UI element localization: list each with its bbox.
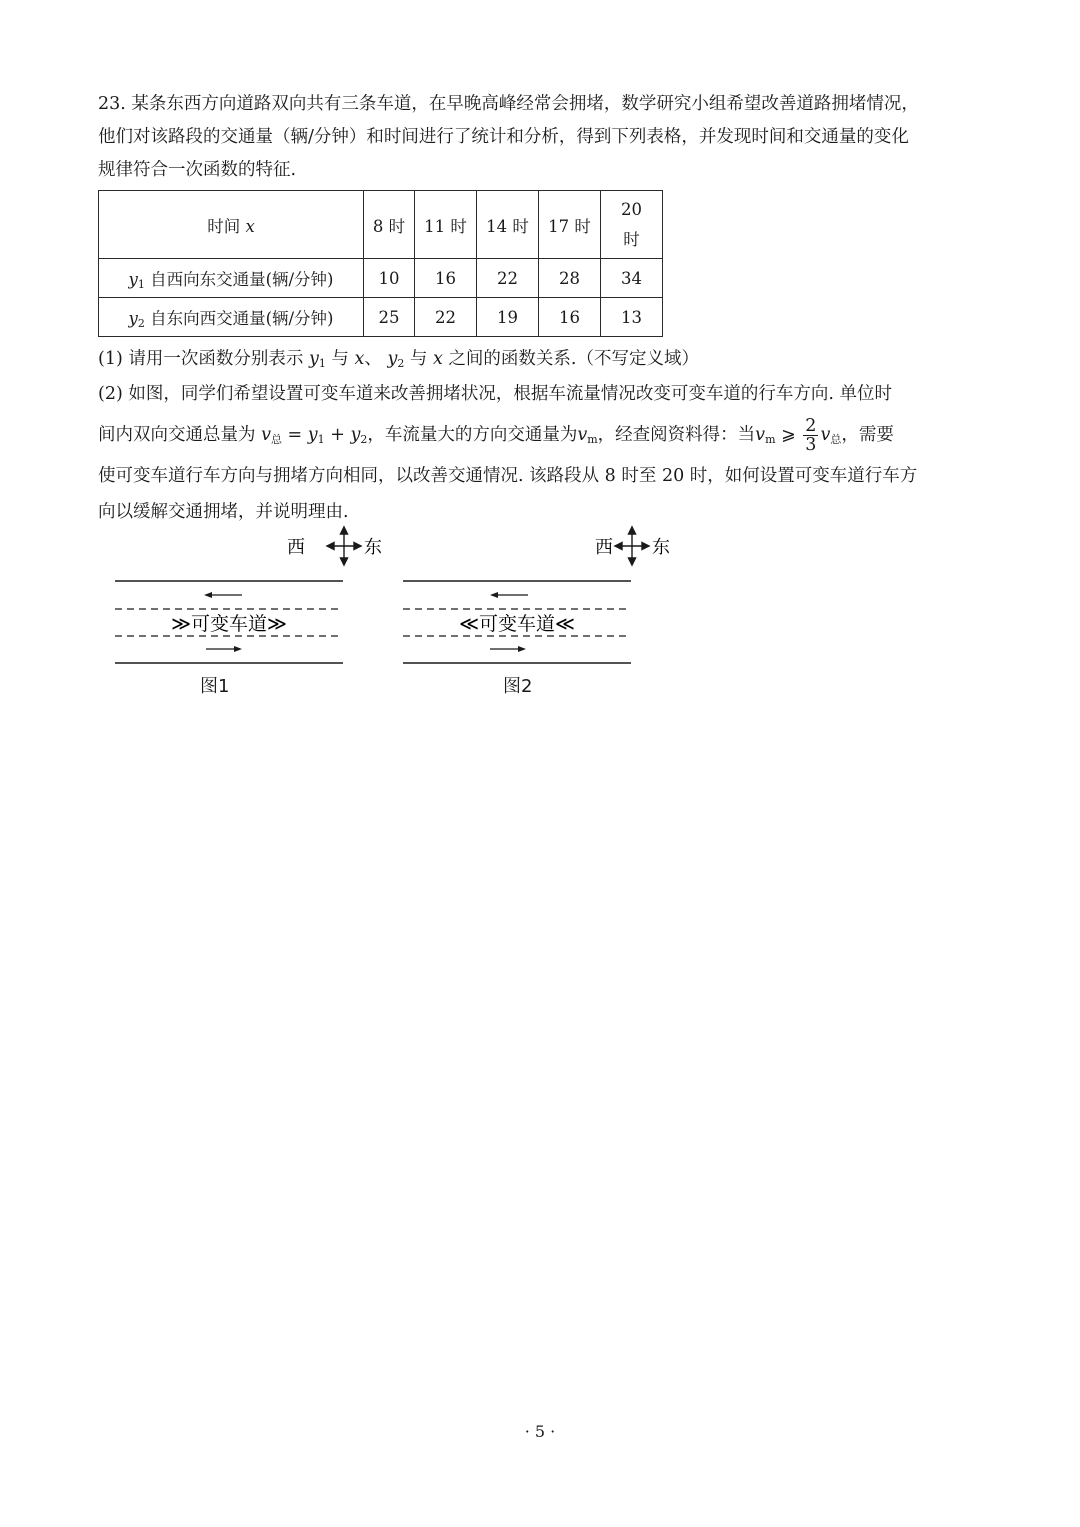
arrow-right-icon [206, 646, 242, 652]
part2-question [98, 376, 998, 530]
part2-line-2: 间内双向交通总量为 $v_总 = y_1 + y_2$，车流量大的方向交通量为$v_m$，经查阅资料得：当$v_m$ ⩾ $\frac{2}{3}$ $v_总$，需要 [98, 416, 894, 455]
part2-line-1: (2) 如图，同学们希望设置可变车道来改善拥堵状况，根据车流量情况改变可变车道的行车方向. 单位时 [98, 384, 892, 404]
problem-intro [98, 88, 998, 187]
row1-var: $y_1$ [128, 269, 145, 291]
row1-value: 16 [415, 259, 477, 298]
arrow-left-icon [204, 592, 242, 598]
row2-value: 13 [601, 298, 663, 337]
west-label: 西 [595, 537, 613, 558]
header-time-label: 时间 [207, 216, 241, 236]
row2-var: $y_2$ [128, 308, 145, 330]
time-cell-number: 20 [621, 199, 642, 219]
variable-lane-label: ≫可变车道≫ [171, 613, 287, 635]
row2-label-cell [99, 298, 364, 337]
intro-line-2: 他们对该路段的交通量（辆/分钟）和时间进行了统计和分析，得到下列表格，并发现时间和交通量的变化 [98, 127, 909, 147]
figure-2-caption: 图2 [503, 676, 533, 697]
compass-icon [327, 527, 361, 565]
fraction-two-thirds: $\frac{2}{3}$ [805, 416, 817, 455]
header-time-var: x [245, 216, 255, 236]
arrow-left-icon [490, 592, 528, 598]
row2-label: 自东向西交通量(辆/分钟) [150, 308, 334, 328]
time-cell: 14 时 [477, 191, 539, 259]
intro-line-1: 23. 某条东西方向道路双向共有三条车道，在早晚高峰经常会拥堵，数学研究小组希望改善道路拥堵情况， [98, 94, 919, 114]
part2-line-3: 使可变车道行车方向与拥堵方向相同，以改善交通情况. 该路段从 8 时至 20 时，如何设置可变车道行车方 [98, 466, 918, 486]
time-cell-wrapped [601, 191, 663, 259]
west-label: 西 [287, 537, 305, 558]
traffic-table [98, 190, 663, 337]
row1-label: 自西向东交通量(辆/分钟) [150, 269, 334, 289]
figure-1-caption: 图1 [200, 676, 230, 697]
header-time-cell [99, 191, 364, 259]
time-cell-unit: 时 [623, 229, 640, 249]
row1-value: 34 [601, 259, 663, 298]
part1-question: (1) 请用一次函数分别表示 $y_1$ 与 x、 $y_2$ 与 x 之间的函数关系.（不写定义域） [98, 349, 699, 370]
figure-1 [110, 524, 382, 674]
row2-value: 19 [477, 298, 539, 337]
time-cell: 17 时 [539, 191, 601, 259]
page-number: · 5 · [524, 1422, 556, 1441]
figure-2 [398, 524, 688, 674]
row2-value: 22 [415, 298, 477, 337]
row1-value: 22 [477, 259, 539, 298]
row1-value: 28 [539, 259, 601, 298]
row1-value: 10 [364, 259, 415, 298]
intro-line-3: 规律符合一次函数的特征. [98, 160, 297, 180]
row2-value: 16 [539, 298, 601, 337]
variable-lane-label: ≪可变车道≪ [459, 613, 575, 635]
row2-value: 25 [364, 298, 415, 337]
time-cell: 8 时 [364, 191, 415, 259]
east-label: 东 [652, 537, 670, 558]
part2-line-4: 向以缓解交通拥堵，并说明理由. [98, 502, 349, 522]
road-diagram-2 [398, 524, 688, 674]
road-diagram-1 [110, 524, 382, 674]
row1-label-cell [99, 259, 364, 298]
east-label: 东 [364, 537, 382, 558]
arrow-right-icon [490, 646, 526, 652]
compass-icon [615, 527, 649, 565]
time-cell: 11 时 [415, 191, 477, 259]
